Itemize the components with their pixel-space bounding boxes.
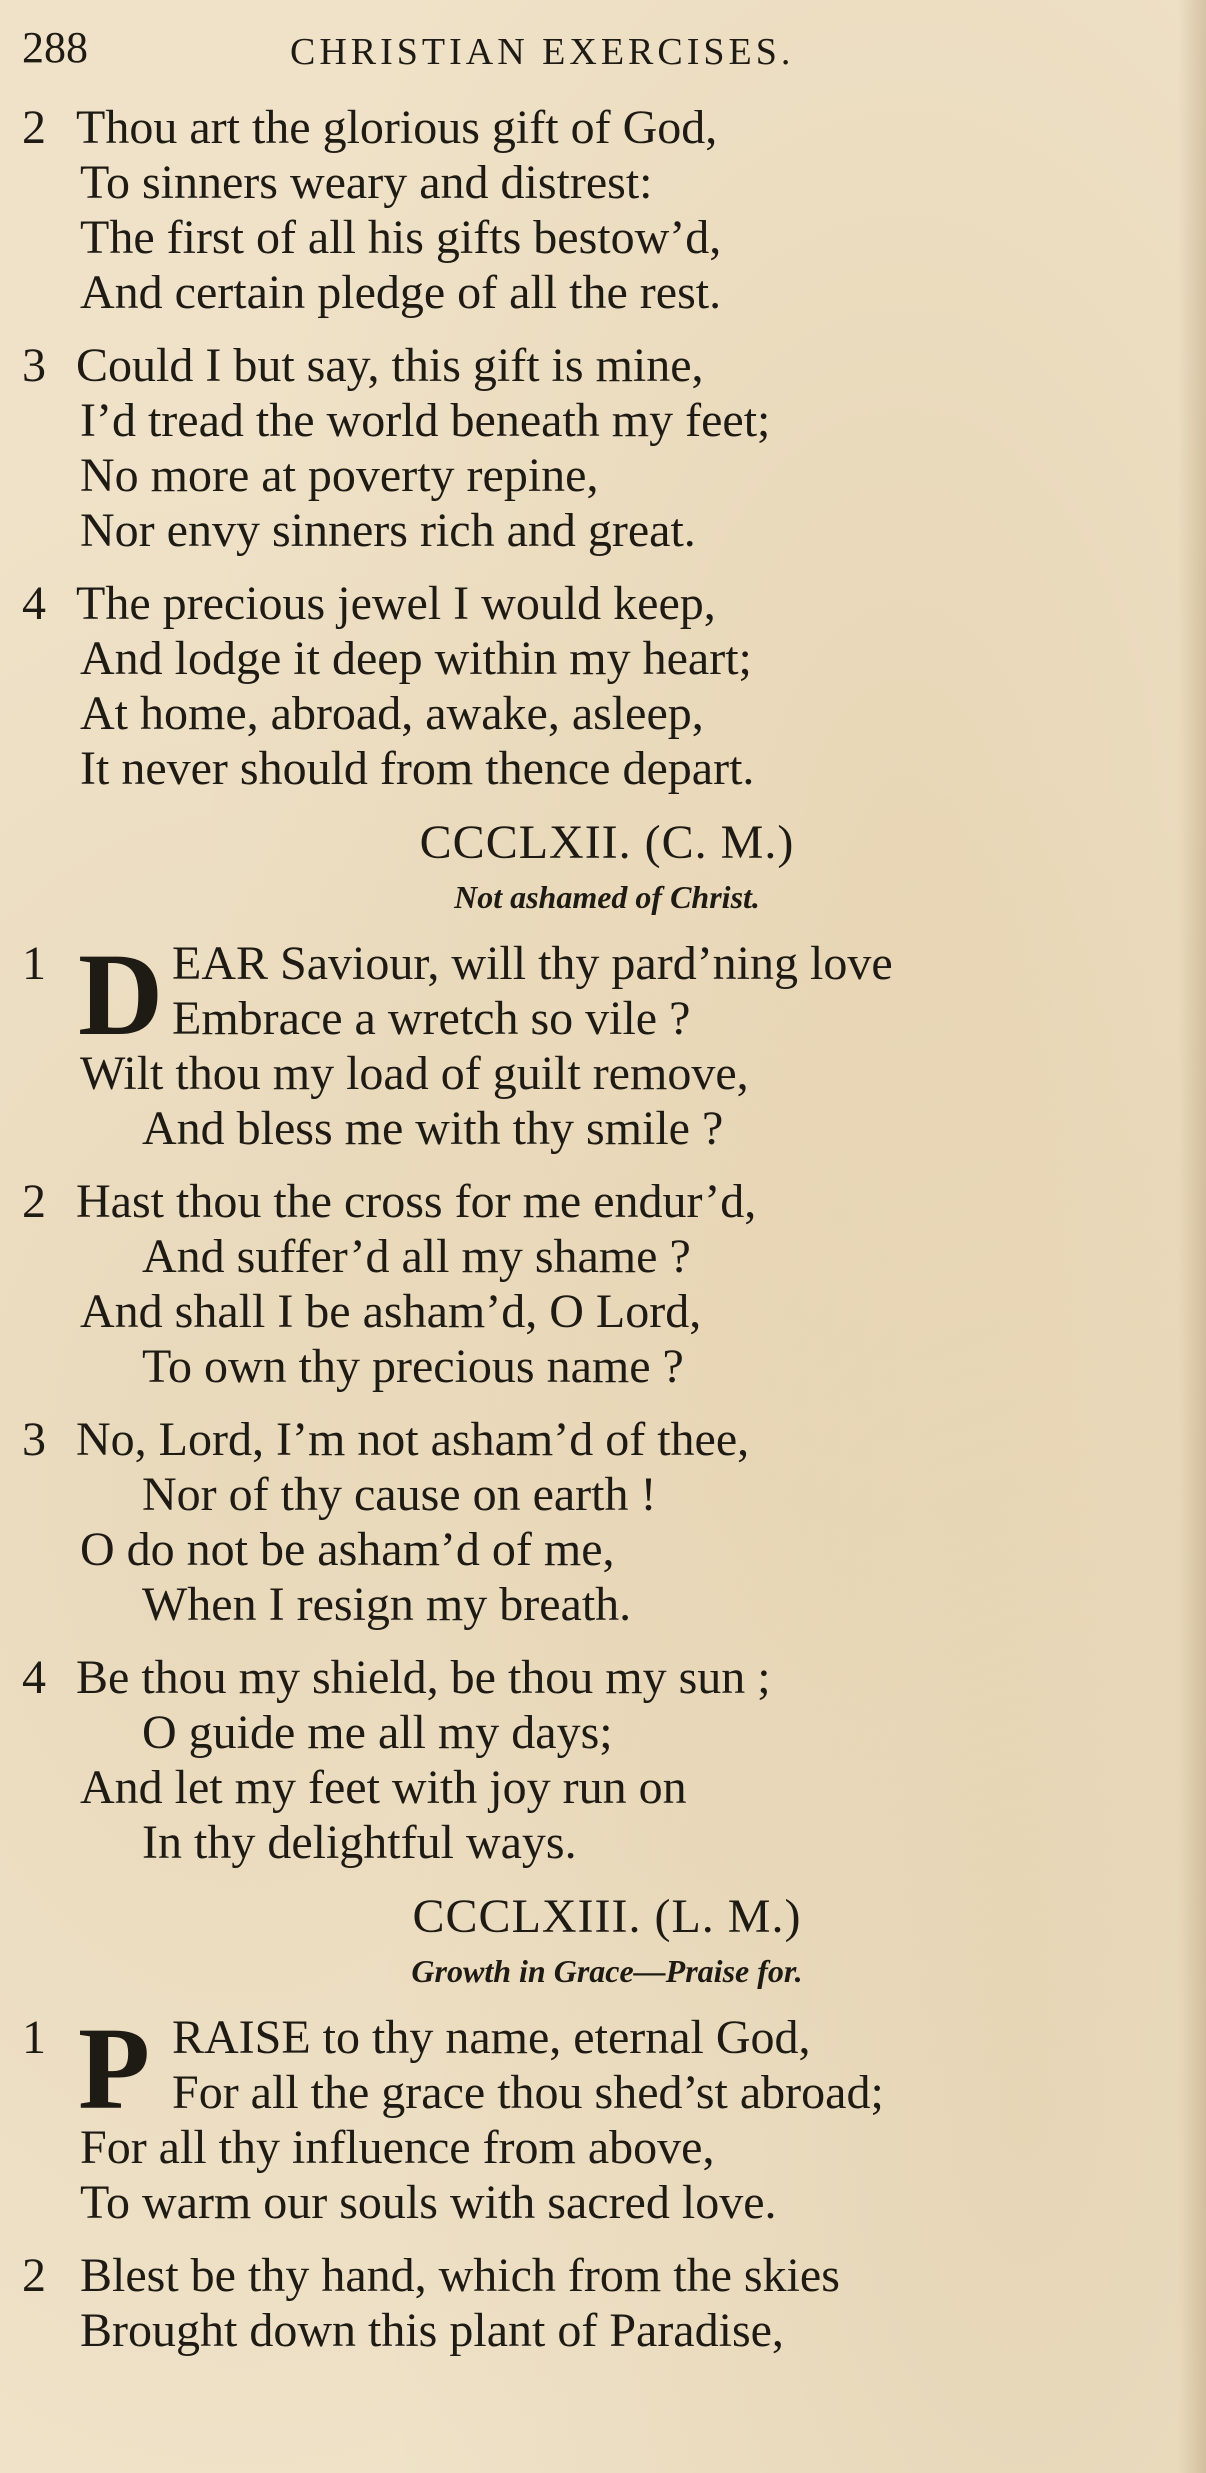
verse (22, 1412, 1192, 1632)
verse-number: 3 (22, 1413, 46, 1466)
verse-line: I’d tread the world beneath my feet; (80, 394, 771, 447)
verse-line: When I resign my breath. (142, 1578, 632, 1631)
verse-line: And certain pledge of all the rest. (80, 266, 722, 319)
hymn-subtitle: Growth in Grace—Praise for. (411, 1953, 803, 1989)
verse-line: For all the grace thou shed’st abroad; (172, 2066, 884, 2119)
verse-line: Nor of thy cause on earth ! (142, 1468, 657, 1521)
verse-line: No, Lord, I’m not asham’d of thee, (76, 1413, 750, 1466)
verse-number: 3 (22, 339, 46, 392)
verse-line: The first of all his gifts bestow’d, (80, 211, 722, 264)
page-header (22, 18, 1182, 78)
verse-line: In thy delightful ways. (142, 1816, 577, 1869)
hymn-subtitle: Not ashamed of Christ. (454, 879, 760, 915)
verse-line: Brought down this plant of Paradise, (80, 2304, 784, 2357)
verse (22, 338, 1192, 558)
verse-line: O guide me all my days; (142, 1706, 613, 1759)
page-number: 288 (22, 23, 88, 72)
page-content (22, 100, 1192, 2376)
verse (22, 100, 1192, 320)
verse-number: 1 (22, 937, 46, 990)
verse-line: Hast thou the cross for me endur’d, (76, 1175, 757, 1228)
verse-line: No more at poverty repine, (80, 449, 599, 502)
running-head: CHRISTIAN EXERCISES. (290, 31, 795, 73)
drop-cap: P (78, 2003, 151, 2134)
verse-number: 4 (22, 577, 46, 630)
verse (22, 1650, 1192, 1870)
hymn-title: CCCLXII. (C. M.) (419, 816, 795, 869)
verse-number: 2 (22, 101, 46, 154)
verse-line: And suffer’d all my shame ? (142, 1230, 691, 1283)
verse-line: EAR Saviour, will thy pard’ning love (172, 937, 893, 990)
verse-line: For all thy influence from above, (80, 2121, 715, 2174)
verse-line: And shall I be asham’d, O Lord, (80, 1285, 702, 1338)
verse (22, 929, 1192, 1156)
verse-number: 1 (22, 2011, 46, 2064)
verse-line: To own thy precious name ? (142, 1340, 684, 1393)
verse-line: Could I but say, this gift is mine, (76, 339, 704, 392)
verse (22, 1174, 1192, 1394)
verse-line: At home, abroad, awake, asleep, (80, 687, 704, 740)
verse-number: 4 (22, 1651, 46, 1704)
verse-line: And let my feet with joy run on (80, 1761, 687, 1814)
verse-line: The precious jewel I would keep, (76, 577, 716, 630)
verse-line: O do not be asham’d of me, (80, 1523, 615, 1576)
verse (22, 2248, 1192, 2358)
verse-number: 2 (22, 1175, 46, 1228)
verse-line: It never should from thence depart. (80, 742, 755, 795)
verse-line: Wilt thou my load of guilt remove, (80, 1047, 749, 1100)
verse-line: And bless me with thy smile ? (142, 1102, 724, 1155)
verse-line: And lodge it deep within my heart; (80, 632, 752, 685)
verse (22, 576, 1192, 796)
verse-line: To warm our souls with sacred love. (80, 2176, 777, 2229)
verse-line: Embrace a wretch so vile ? (172, 992, 691, 1045)
drop-cap: D (78, 929, 164, 1060)
verse-line: Blest be thy hand, which from the skies (80, 2249, 840, 2302)
verse (22, 2003, 1192, 2230)
verse-number: 2 (22, 2249, 46, 2302)
verse-line: Thou art the glorious gift of God, (76, 101, 718, 154)
verse-line: Nor envy sinners rich and great. (80, 504, 696, 557)
verse-line: To sinners weary and distrest: (80, 156, 653, 209)
hymn-title: CCCLXIII. (L. M.) (412, 1890, 802, 1943)
verse-line: Be thou my shield, be thou my sun ; (76, 1651, 771, 1704)
verse-line: RAISE to thy name, eternal God, (172, 2011, 811, 2064)
